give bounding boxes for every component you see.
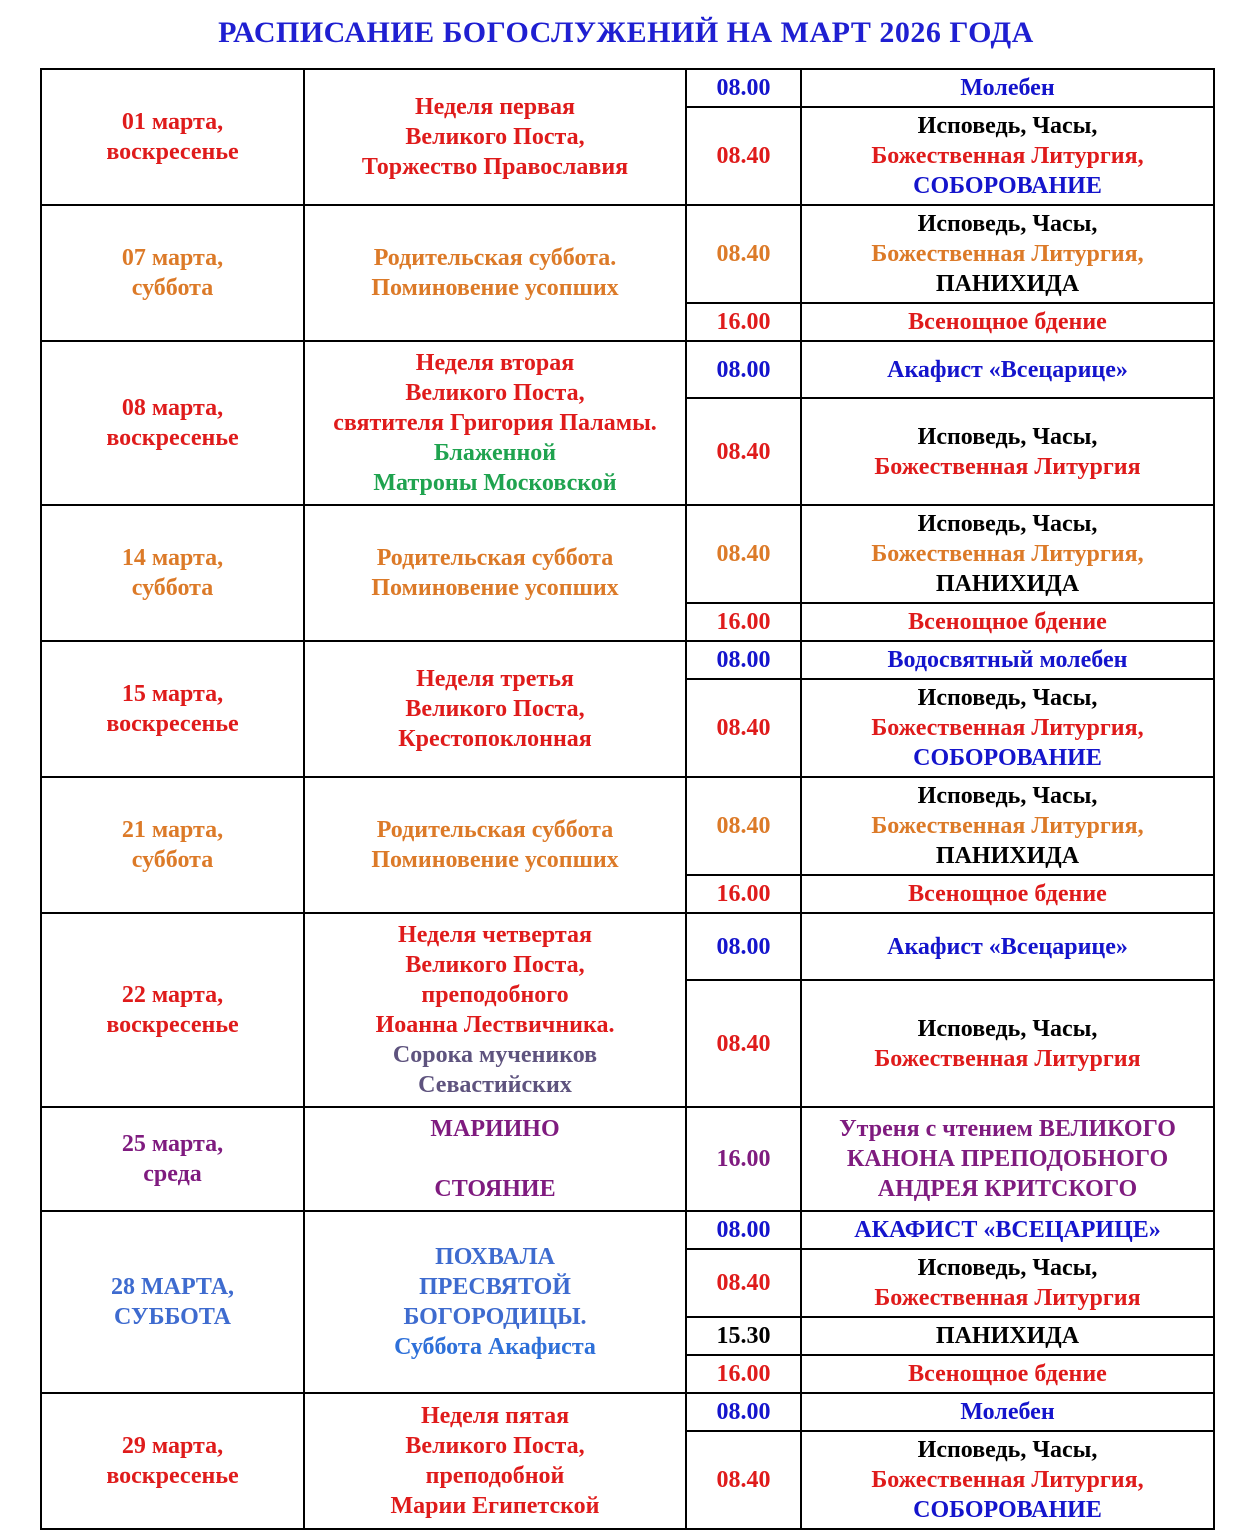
- service-time: [687, 1356, 802, 1392]
- service-text: Божественная Литургия,: [871, 1467, 1144, 1493]
- feast-text: Неделя пятая: [420, 1403, 570, 1429]
- service-text: СОБОРОВАНИЕ: [913, 745, 1102, 771]
- service-text: Божественная Литургия,: [871, 143, 1144, 169]
- service-time: [687, 342, 802, 397]
- date-text: воскресенье: [106, 139, 239, 165]
- page-title: РАСПИСАНИЕ БОГОСЛУЖЕНИЙ НА МАРТ 2026 ГОДА: [218, 16, 1034, 49]
- service-text: Исповедь, Часы,: [917, 423, 1098, 450]
- service-time-text: 08.40: [716, 813, 771, 839]
- date-text: 07 марта,: [121, 245, 224, 271]
- service-text: Утреня с чтением ВЕЛИКОГО: [839, 1116, 1176, 1142]
- feast-cell: [305, 914, 687, 1106]
- service-name: [802, 642, 1213, 678]
- service-row: [687, 874, 1213, 912]
- feast-text: Севастийских: [418, 1072, 572, 1098]
- service-time: [687, 506, 802, 602]
- service-time: [687, 1394, 802, 1430]
- services-group: [687, 342, 1213, 504]
- service-name: [802, 876, 1213, 912]
- service-text: Акафист «Всецарице»: [887, 933, 1128, 960]
- service-time: [687, 1212, 802, 1248]
- services-group: [687, 1108, 1213, 1210]
- feast-text: преподобного: [421, 982, 569, 1008]
- service-time: [687, 981, 802, 1106]
- feast-text: МАРИИНО: [430, 1116, 560, 1142]
- service-time: [687, 876, 802, 912]
- service-name: [802, 108, 1213, 204]
- feast-text: Блаженной: [433, 440, 557, 466]
- feast-text: Великого Поста,: [405, 124, 585, 150]
- date-text: воскресенье: [106, 1463, 239, 1489]
- date-text: воскресенье: [106, 425, 239, 451]
- service-row: [687, 302, 1213, 340]
- feast-text: Великого Поста,: [405, 1433, 585, 1459]
- feast-text: Родительская суббота: [376, 545, 614, 571]
- service-time-text: 16.00: [716, 1146, 771, 1172]
- schedule-row: [42, 1210, 1213, 1392]
- date-text: 28 МАРТА,: [110, 1274, 235, 1300]
- feast-text: Поминовение усопших: [371, 575, 619, 601]
- date-cell: [42, 342, 305, 504]
- date-text: СУББОТА: [113, 1304, 231, 1330]
- feast-text: Сорока мучеников: [392, 1042, 598, 1068]
- service-name: [802, 914, 1213, 979]
- service-text: Исповедь, Часы,: [917, 685, 1098, 711]
- schedule-table: [40, 68, 1215, 1530]
- date-cell: [42, 778, 305, 912]
- service-name: [802, 1318, 1213, 1354]
- feast-text: Неделя вторая: [415, 350, 575, 376]
- feast-text: ПРЕСВЯТОЙ: [419, 1274, 571, 1300]
- schedule-row: [42, 776, 1213, 912]
- service-text: СОБОРОВАНИЕ: [913, 173, 1102, 199]
- date-cell: [42, 70, 305, 204]
- service-text: Исповедь, Часы,: [917, 211, 1098, 237]
- service-text: АКАФИСТ «ВСЕЦАРИЦЕ»: [854, 1217, 1161, 1243]
- service-row: [687, 1430, 1213, 1528]
- service-time-text: 08.40: [716, 1467, 771, 1493]
- service-time: [687, 108, 802, 204]
- service-name: [802, 1250, 1213, 1316]
- service-text: ПАНИХИДА: [935, 571, 1080, 597]
- services-group: [687, 642, 1213, 776]
- service-row: [687, 342, 1213, 397]
- date-text: воскресенье: [106, 711, 239, 737]
- service-time: [687, 1108, 802, 1210]
- service-name: [802, 1108, 1213, 1210]
- feast-text: Иоанна Лествичника.: [375, 1012, 615, 1038]
- feast-cell: [305, 70, 687, 204]
- service-row: [687, 642, 1213, 678]
- service-text: Исповедь, Часы,: [917, 1015, 1098, 1042]
- feast-text: БОГОРОДИЦЫ.: [403, 1304, 587, 1330]
- service-text: Исповедь, Часы,: [917, 113, 1098, 139]
- feast-text: Марии Египетской: [390, 1493, 600, 1519]
- service-row: [687, 1248, 1213, 1316]
- service-time-text: 08.00: [716, 647, 771, 673]
- schedule-row: [42, 912, 1213, 1106]
- service-name: [802, 206, 1213, 302]
- service-text: Молебен: [960, 1399, 1055, 1425]
- service-time-text: 08.40: [716, 143, 771, 169]
- feast-text: Поминовение усопших: [371, 275, 619, 301]
- service-time: [687, 604, 802, 640]
- service-name: [802, 1356, 1213, 1392]
- service-text: Исповедь, Часы,: [917, 783, 1098, 809]
- service-time-text: 08.40: [716, 241, 771, 267]
- service-time: [687, 680, 802, 776]
- service-time: [687, 399, 802, 504]
- schedule-row: [42, 204, 1213, 340]
- feast-text: Великого Поста,: [405, 952, 585, 978]
- service-row: [687, 678, 1213, 776]
- service-time: [687, 304, 802, 340]
- feast-text: Неделя четвертая: [398, 922, 592, 948]
- service-row: [687, 602, 1213, 640]
- feast-cell: [305, 1212, 687, 1392]
- service-text: ПАНИХИДА: [935, 271, 1080, 297]
- feast-text: Неделя первая: [414, 94, 576, 120]
- service-row: [687, 979, 1213, 1106]
- feast-text: Поминовение усопших: [371, 847, 619, 873]
- service-name: [802, 981, 1213, 1106]
- feast-cell: [305, 642, 687, 776]
- service-time-text: 08.00: [716, 1217, 771, 1243]
- date-text: 08 марта,: [121, 395, 224, 421]
- service-time-text: 16.00: [716, 309, 771, 335]
- services-group: [687, 206, 1213, 340]
- feast-text: Торжество Православия: [361, 154, 629, 180]
- services-group: [687, 778, 1213, 912]
- service-time-text: 08.00: [716, 356, 771, 383]
- service-time-text: 08.00: [716, 933, 771, 960]
- service-row: [687, 70, 1213, 106]
- schedule-row: [42, 70, 1213, 204]
- service-time-text: 08.40: [716, 541, 771, 567]
- service-time-text: 08.40: [716, 438, 771, 465]
- date-text: 15 марта,: [121, 681, 224, 707]
- service-name: [802, 680, 1213, 776]
- service-text: КАНОНА ПРЕПОДОБНОГО: [846, 1146, 1169, 1172]
- service-text: СОБОРОВАНИЕ: [913, 1497, 1102, 1523]
- service-text: Исповедь, Часы,: [917, 1437, 1098, 1463]
- schedule-row: [42, 340, 1213, 504]
- schedule-row: [42, 640, 1213, 776]
- service-row: [687, 106, 1213, 204]
- service-row: [687, 506, 1213, 602]
- feast-text: Родительская суббота.: [373, 245, 617, 271]
- feast-cell: [305, 206, 687, 340]
- date-cell: [42, 506, 305, 640]
- feast-cell: [305, 1108, 687, 1210]
- feast-cell: [305, 342, 687, 504]
- date-text: 21 марта,: [121, 817, 224, 843]
- service-text: Всенощное бдение: [908, 1361, 1107, 1387]
- date-text: среда: [143, 1161, 202, 1187]
- date-text: суббота: [131, 847, 214, 873]
- service-name: [802, 399, 1213, 504]
- date-text: воскресенье: [106, 1012, 239, 1038]
- service-time-text: 16.00: [716, 1361, 771, 1387]
- service-name: [802, 1394, 1213, 1430]
- service-time-text: 08.40: [716, 715, 771, 741]
- feast-text: святителя Григория Паламы.: [333, 410, 657, 436]
- service-text: Всенощное бдение: [908, 609, 1107, 635]
- service-name: [802, 1432, 1213, 1528]
- service-name: [802, 604, 1213, 640]
- feast-cell: [305, 778, 687, 912]
- service-text: Божественная Литургия: [874, 453, 1141, 480]
- feast-cell: [305, 1394, 687, 1528]
- service-time-text: 08.40: [716, 1030, 771, 1057]
- feast-text: ПОХВАЛА: [435, 1244, 555, 1270]
- service-time: [687, 778, 802, 874]
- service-row: [687, 397, 1213, 504]
- schedule-row: [42, 1106, 1213, 1210]
- feast-text: преподобной: [425, 1463, 565, 1489]
- service-row: [687, 914, 1213, 979]
- service-text: Акафист «Всецарице»: [887, 356, 1128, 383]
- feast-cell: [305, 506, 687, 640]
- date-text: 14 марта,: [121, 545, 224, 571]
- service-text: Исповедь, Часы,: [917, 511, 1098, 537]
- service-text: АНДРЕЯ КРИТСКОГО: [877, 1176, 1138, 1202]
- services-group: [687, 70, 1213, 204]
- service-time: [687, 1250, 802, 1316]
- date-cell: [42, 1108, 305, 1210]
- service-row: [687, 1108, 1213, 1210]
- service-text: Исповедь, Часы,: [917, 1255, 1098, 1281]
- service-row: [687, 1354, 1213, 1392]
- service-name: [802, 778, 1213, 874]
- date-cell: [42, 914, 305, 1106]
- services-group: [687, 506, 1213, 640]
- feast-text: Суббота Акафиста: [394, 1334, 596, 1360]
- service-text: Божественная Литургия: [874, 1285, 1141, 1311]
- service-time: [687, 1318, 802, 1354]
- feast-text: Родительская суббота: [376, 817, 614, 843]
- service-text: Божественная Литургия,: [871, 541, 1144, 567]
- date-cell: [42, 206, 305, 340]
- service-name: [802, 1212, 1213, 1248]
- service-time-text: 15.30: [716, 1323, 771, 1349]
- date-text: 22 марта,: [121, 982, 224, 1008]
- service-time: [687, 642, 802, 678]
- service-text: Всенощное бдение: [908, 881, 1107, 907]
- service-time: [687, 914, 802, 979]
- service-text: Молебен: [960, 75, 1055, 101]
- services-group: [687, 1394, 1213, 1528]
- service-text: Божественная Литургия,: [871, 813, 1144, 839]
- feast-text: Неделя третья: [416, 666, 574, 692]
- feast-text: Великого Поста,: [405, 380, 585, 406]
- service-time-text: 16.00: [716, 609, 771, 635]
- service-text: ПАНИХИДА: [935, 843, 1080, 869]
- service-row: [687, 1394, 1213, 1430]
- service-time-text: 08.00: [716, 75, 771, 101]
- service-time: [687, 70, 802, 106]
- service-name: [802, 506, 1213, 602]
- date-text: суббота: [131, 275, 214, 301]
- service-text: Водосвятный молебен: [887, 647, 1128, 673]
- schedule-row: [42, 1392, 1213, 1528]
- schedule-row: [42, 504, 1213, 640]
- service-text: Божественная Литургия: [874, 1045, 1141, 1072]
- service-time-text: 08.00: [716, 1399, 771, 1425]
- date-cell: [42, 642, 305, 776]
- service-time: [687, 1432, 802, 1528]
- date-text: 29 марта,: [121, 1433, 224, 1459]
- service-text: Всенощное бдение: [908, 309, 1107, 335]
- services-group: [687, 914, 1213, 1106]
- date-text: 25 марта,: [121, 1131, 224, 1157]
- services-group: [687, 1212, 1213, 1392]
- date-cell: [42, 1212, 305, 1392]
- service-row: [687, 778, 1213, 874]
- feast-text: Великого Поста,: [405, 696, 585, 722]
- date-text: 01 марта,: [121, 109, 224, 135]
- feast-text: СТОЯНИЕ: [434, 1176, 556, 1202]
- feast-text: Матроны Московской: [373, 470, 617, 496]
- service-row: [687, 1212, 1213, 1248]
- service-row: [687, 1316, 1213, 1354]
- service-text: Божественная Литургия,: [871, 715, 1144, 741]
- feast-text: Крестопоклонная: [398, 726, 592, 752]
- service-row: [687, 206, 1213, 302]
- service-time: [687, 206, 802, 302]
- service-text: Божественная Литургия,: [871, 241, 1144, 267]
- service-name: [802, 342, 1213, 397]
- service-time-text: 08.40: [716, 1270, 771, 1296]
- date-text: суббота: [131, 575, 214, 601]
- service-name: [802, 304, 1213, 340]
- date-cell: [42, 1394, 305, 1528]
- service-name: [802, 70, 1213, 106]
- service-text: ПАНИХИДА: [935, 1323, 1080, 1349]
- service-time-text: 16.00: [716, 881, 771, 907]
